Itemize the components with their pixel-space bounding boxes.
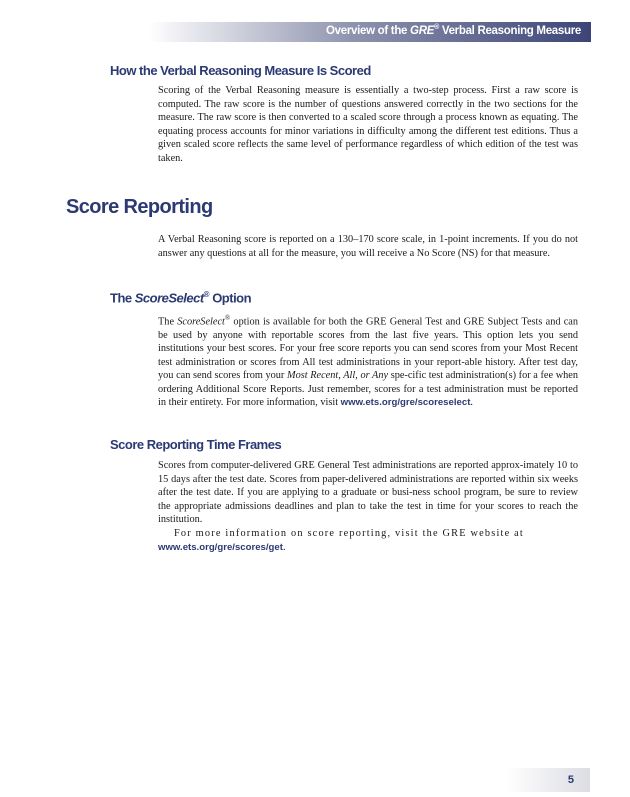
page-number: 5 <box>567 774 574 786</box>
scoreselect-body-pre: The <box>158 316 178 328</box>
scoreselect-body-part2: spe-cific test administration(s) for a fee when ordering Additional Score Reports. Just remember, scores for a test administration must be reported in their entirety. For more information, visit <box>158 370 578 409</box>
heading-time-frames: Score Reporting Time Frames <box>110 437 282 452</box>
header-title-post: Verbal Reasoning Measure <box>438 24 581 37</box>
scoreselect-body-end: . <box>470 397 473 409</box>
paragraph-how-scored: Scoring of the Verbal Reasoning measure is essentially a two-step process. First a raw score is computed. The raw score is the number of questions answered correctly in the two sections for the measure. The raw score is then converted to a scaled score through a process known as equating. The equating process accounts for minor variations in difficulty among the different test editions. Thus a given scaled score reflects the same level of performance regardless of which edition of the test was taken. <box>158 85 578 164</box>
heading-scoreselect <box>110 290 251 305</box>
paragraph-scoreselect <box>158 312 578 410</box>
scoreselect-body-brand: ScoreSelect <box>177 316 225 328</box>
paragraph-score-reporting: A Verbal Reasoning score is reported on a 130–170 score scale, in 1-point increments. If you do not answer any questions at all for the measure, you will receive a No Score (NS) for that measure. <box>158 234 578 259</box>
scoreselect-body-italic: Most Recent, All, or Any <box>287 370 389 382</box>
paragraph-time-frames-link <box>158 541 578 555</box>
time-frames-end: . <box>282 542 286 553</box>
heading-scoreselect-brand: ScoreSelect <box>134 290 204 306</box>
heading-score-reporting: Score Reporting <box>66 196 213 218</box>
heading-scoreselect-post: Option <box>209 290 252 306</box>
page-footer <box>505 768 590 792</box>
scoreselect-body-reg: ® <box>224 314 231 322</box>
heading-scoreselect-reg: ® <box>203 290 210 299</box>
heading-how-scored: How the Verbal Reasoning Measure Is Scored <box>110 63 371 78</box>
running-header <box>0 22 591 42</box>
scoreselect-link[interactable]: www.ets.org/gre/scoreselect <box>340 397 471 409</box>
running-header-title <box>326 24 581 37</box>
scores-get-link[interactable]: www.ets.org/gre/scores/get <box>158 542 283 553</box>
paragraph-time-frames-more: For more information on score reporting, visit the GRE website at <box>174 528 524 539</box>
header-title-pre: Overview of the <box>326 24 411 37</box>
header-title-reg: ® <box>434 24 439 31</box>
scoreselect-body-part1: option is available for both the GRE General Test and GRE Subject Tests and can be used by anyone with reportable scores from the last five years. This option lets you send institutions your best scores. For your free score reports you can send scores from your Most Recent test administration or scores from All test administrations in your report-able history. After test day, you can send scores from your <box>158 316 578 382</box>
heading-scoreselect-pre: The <box>110 290 135 306</box>
paragraph-time-frames: Scores from computer-delivered GRE General Test administrations are reported approx-imately 10 to 15 days after the test date. Scores from paper-delivered administrations are reported within six weeks after the test date. If you are applying to a graduate or busi-ness school program, be sure to review the appropriate admissions deadlines and plan to take the test in time for your scores to reach the institution. <box>158 460 578 525</box>
header-title-brand: GRE <box>410 24 435 37</box>
